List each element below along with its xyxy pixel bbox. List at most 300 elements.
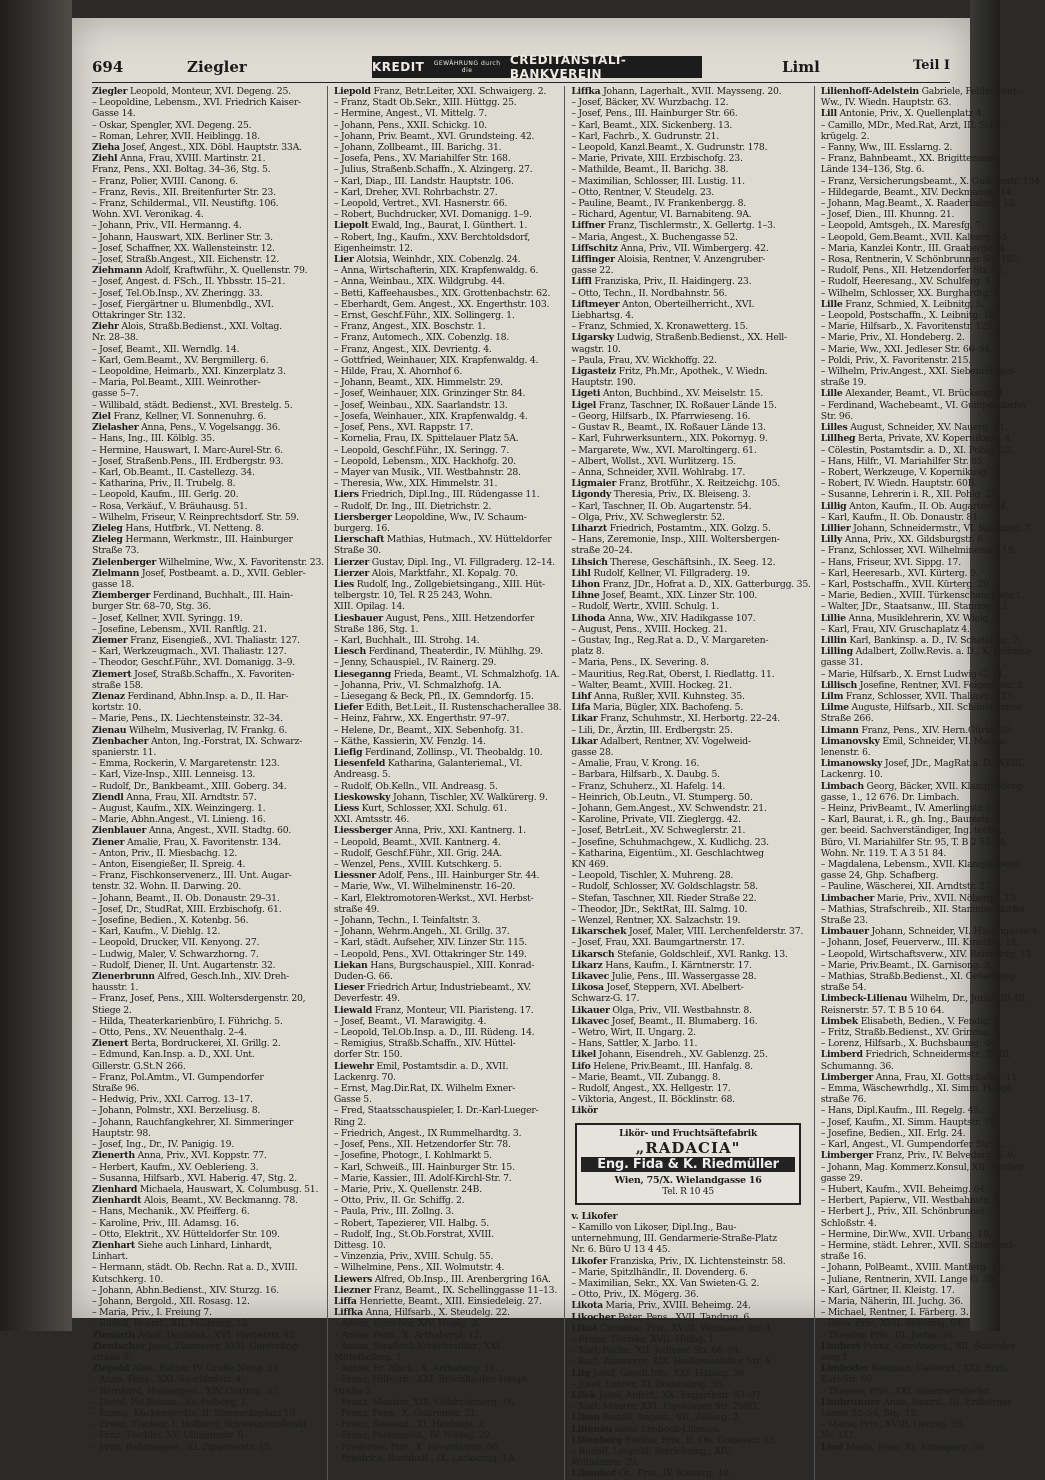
entry-details: – Karl, Fuhrwerksuntern., XIX. Pokornyg. 9. <box>571 433 768 445</box>
entry-details: – Marie, Priv.Beamt., IX. Garnisong. 3. <box>820 959 993 971</box>
directory-entry <box>571 758 810 769</box>
directory-entry <box>571 1334 810 1345</box>
directory-entry <box>92 1038 324 1049</box>
entry-surname: Lihne <box>571 590 600 602</box>
directory-entry <box>821 1206 1043 1217</box>
directory-entry <box>92 512 324 523</box>
directory-entry <box>334 120 562 131</box>
directory-entry <box>821 725 1043 736</box>
entry-details: Michaela, Hauswart, X. Columbusg. 51. <box>137 1183 319 1195</box>
entry-details: straße 19. <box>820 377 867 389</box>
directory-entry <box>92 1094 324 1105</box>
entry-details: – Ernst, Mag.Dir.Rat, IX. Wilhelm Exner- <box>333 1083 516 1095</box>
advert-banner <box>372 53 702 81</box>
entry-details: – Albert, Wollst., XVI. Wurlitzerg. 15. <box>571 455 736 467</box>
directory-entry <box>334 142 562 153</box>
entry-details: – Franz, Fischkonservenerz., III. Unt. Augar- <box>92 870 292 882</box>
directory-entry <box>92 388 324 399</box>
directory-entry <box>571 377 810 388</box>
entry-surname: Lilienhof <box>571 1468 616 1480</box>
directory-entry <box>334 310 562 321</box>
entry-details: – Karl, Heeresarb., XVI. Kürterg. 9. <box>820 567 979 579</box>
entry-details: – Johann, Beamt., II. Ob. Donaustr. 29–31. <box>92 892 280 904</box>
entry-details: Theresia, Priv., IX. Bleiseng. 3. <box>611 489 751 501</box>
directory-entry <box>92 1072 324 1083</box>
directory-entry <box>92 187 324 198</box>
entry-surname: Ligmaier <box>571 478 617 490</box>
directory-entry <box>821 1285 1043 1296</box>
entry-details: – Hermine, Angest., VI. Mittelg. 7. <box>333 108 487 120</box>
entry-details: Franz, Tischlermstr., X. Gellertg. 1–3. <box>605 220 776 232</box>
directory-entry <box>821 489 1043 500</box>
entry-details: – Karl, Elektromotoren-Werkst., XVI. Herbst- <box>333 892 534 904</box>
entry-details: – Leopold, Kanzl.Beamt., X. Gudrunstr. 178. <box>571 142 768 154</box>
directory-entry <box>334 792 562 803</box>
directory-entry <box>92 1184 324 1195</box>
entry-details: Lackenrg. 10. <box>820 769 883 781</box>
entry-surname: Ziehmann <box>92 265 143 277</box>
entry-surname: Liepolt <box>333 220 369 232</box>
directory-entry <box>571 164 810 175</box>
entry-details: Gustav, Dipl. Ing., VI. Fillgraderg. 12–14. <box>369 556 555 568</box>
entry-details: Friedrich, Schneidermstr., XVIII. <box>862 1049 1012 1061</box>
entry-details: – Johann, Priv. Beamt., XVI. Grundsteing. 42. <box>333 130 535 142</box>
directory-entry <box>334 97 562 108</box>
entry-details: – Leopold, Beamt., XVII. Kantnerg. 4. <box>333 836 501 848</box>
directory-entry <box>571 153 810 164</box>
directory-entry <box>821 254 1043 265</box>
entry-details: Anna, Frau, XI. Gottschalkg. 11. <box>873 1071 1020 1083</box>
entry-details: – Wetro, Wirt, II. Ungarg. 2. <box>571 1027 696 1039</box>
entry-details: Nr. 28–38. <box>92 332 139 344</box>
entry-details: – Leopold, Vertret., XVI. Hasnerstr. 66. <box>333 198 508 210</box>
entry-details: – Poldi, Priv., X. Favoritenstr. 215. <box>820 354 971 366</box>
directory-entry <box>571 1083 810 1094</box>
entry-details: – Leopold, Gem.Beamt., XVII. Kalvarg. 53. <box>820 231 1010 243</box>
directory-entry <box>334 691 562 702</box>
entry-details: – Marie, Hilfsarb., X. Ernst Ludwig-G. 11. <box>820 668 1006 680</box>
directory-entry <box>821 1307 1043 1318</box>
entry-details: – Karl, Buchhalt., III. Strohg. 14. <box>333 634 480 646</box>
directory-entry <box>92 332 324 343</box>
directory-entry <box>92 209 324 220</box>
entry-details: Christine, Priv., XVIII. Weimarer Str. 4. <box>597 1322 774 1334</box>
directory-entry <box>92 792 324 803</box>
directory-entry <box>821 1218 1043 1229</box>
directory-entry <box>571 120 810 131</box>
directory-entry <box>334 254 562 265</box>
entry-details: – Fritz, Straßb.Bedienst., XV. Grimmg. 5. <box>820 1027 1003 1039</box>
directory-entry <box>821 893 1043 904</box>
entry-details: – Josef, Ing., Dr., IV. Panigig. 19. <box>92 1139 235 1151</box>
entry-details: – Rudolf, Wertr., XVIII. Schulg. 1. <box>571 601 719 613</box>
directory-entry <box>821 1139 1043 1150</box>
directory-entry <box>821 1296 1043 1307</box>
directory-entry <box>334 1072 562 1083</box>
entry-details: – Josef, Fiergärtner u. Blumenbdlg., XVI. <box>92 298 274 310</box>
directory-entry <box>334 366 562 377</box>
entry-details: – August, Pens., XVIII. Hockeg. 21. <box>571 623 728 635</box>
entry-details: Adolf, Pens., III. Hainburger Str. 44. <box>375 870 540 882</box>
header-rule <box>92 82 950 83</box>
directory-entry <box>571 1005 810 1016</box>
entry-surname: Liekan <box>333 959 368 971</box>
running-head-left: Ziegler <box>187 58 247 76</box>
entry-details: Nr. 111. <box>820 1430 857 1442</box>
directory-entry <box>334 1240 562 1251</box>
directory-entry <box>334 187 562 198</box>
entry-details: – Franz, Stadt Ob.Sekr., XIII. Hüttgg. 25. <box>333 97 517 109</box>
directory-entry <box>92 1083 324 1094</box>
entry-surname: Liersberger <box>333 511 392 523</box>
entry-details: gasse 22. <box>571 265 614 277</box>
directory-entry <box>821 1005 1043 1016</box>
entry-details: – Rudolf, Geschf.Führ., XII. Grig. 24A. <box>333 847 502 859</box>
column-2 <box>334 86 566 1480</box>
entry-details: – Leopoldine, Heimarb., XXI. Kinzerplatz 3. <box>92 366 286 378</box>
directory-entry <box>821 1083 1043 1094</box>
entry-details: – Herbert, Kaufm., XV. Oeblerieng. 3. <box>92 1161 259 1173</box>
entry-details: – Johann, Mag. Kommerz.Konsul, XII. Rucker- <box>820 1161 1026 1173</box>
directory-entry <box>334 1061 562 1072</box>
directory-entry <box>571 433 810 444</box>
directory-entry <box>334 713 562 724</box>
directory-entry <box>334 803 562 814</box>
directory-entry <box>571 243 810 254</box>
entry-surname: Likar <box>571 735 598 747</box>
directory-entry <box>92 680 324 691</box>
entry-details: Alois, Straßb.Bedienst., XXI. Voltag. <box>118 321 282 333</box>
directory-entry <box>334 209 562 220</box>
entry-details: – Edmund, Kan.Insp. a. D., XXI. Unt. <box>92 1049 255 1061</box>
directory-entry <box>571 1105 810 1116</box>
entry-details: Deverfestr. 49. <box>333 993 400 1005</box>
entry-surname: Ziemberger <box>92 590 151 602</box>
entry-details: Alfred, Ob.Insp., III. Arenbergring 16A. <box>372 1273 551 1285</box>
entry-details: – Anton, Pens., X. Arthaberpl. 12. <box>333 1329 483 1341</box>
entry-details: – Leopoldine, Lebensm., XVI. Friedrich Kaiser- <box>92 97 301 109</box>
entry-surname: Zienaz <box>92 690 125 702</box>
entry-details: – David, Pol.Beamt., XV. Felberg. 1. <box>92 1396 250 1408</box>
entry-details: – Josef, Dien., III. Khunng. 21. <box>820 209 955 221</box>
directory-entry <box>571 590 810 601</box>
directory-entry <box>821 299 1043 310</box>
entry-details: – Heinz, PrivBeamt., IV. Amerlingstr. 17. <box>820 803 1001 814</box>
entry-details: – Karl, städt. Aufseher, XIV. Linzer Str. 115. <box>333 937 527 949</box>
entry-details: – Franz, Reisend., XI. Hebbelpl. 2. <box>333 1419 487 1431</box>
entry-details: spanierstr. 11. <box>92 746 157 758</box>
entry-surname: Limbeck-Lilienau <box>820 993 908 1005</box>
directory-entry <box>334 467 562 478</box>
directory-entry <box>92 1027 324 1038</box>
entry-details: – Lorenz, Hilfsarb., X. Buchsbaumg. 44. <box>820 1038 999 1050</box>
entry-details: Rudolf, Kellner, VI. Fillgraderg. 19. <box>590 567 750 579</box>
directory-entry <box>571 478 810 489</box>
advert-brand: „RADACIA" <box>635 1138 741 1157</box>
entry-surname: Liffner <box>571 220 606 232</box>
entry-details: – Franz, Postangest., IV. Wielsg. 29. <box>333 1430 493 1442</box>
directory-entry <box>334 523 562 534</box>
entry-surname: Likarsch <box>571 948 615 960</box>
directory-entry <box>821 825 1043 836</box>
directory-entry <box>334 1307 562 1318</box>
directory-entry <box>571 837 810 848</box>
entry-details: – Leopold, Amtsgeh., IX. Maresfg. 7. <box>820 220 984 232</box>
directory-entry <box>571 960 810 971</box>
directory-entry <box>571 1244 810 1255</box>
entry-details: Ww., IV. Wiedn. Hauptstr. 63. <box>820 97 952 109</box>
entry-details: – Josef, Bäcker, XV. Wurzbachg. 12. <box>571 97 729 109</box>
directory-entry <box>821 781 1043 792</box>
entry-details: – Robert, Buchdrucker, XVI. Domanigg. 1–9. <box>333 209 532 221</box>
entry-surname: Liewehr <box>333 1060 374 1072</box>
entry-surname: Lifo <box>571 1060 591 1072</box>
directory-entry <box>821 187 1043 198</box>
directory-entry <box>571 713 810 724</box>
directory-entry <box>92 993 324 1004</box>
directory-entry <box>571 299 810 310</box>
entry-surname: Lilg <box>571 1367 591 1379</box>
entry-details: Josefine, Rentner, XVI. Feigerlestr. 3. <box>857 679 1025 691</box>
entry-details: Ferdinand, Buchhalt., III. Hain- <box>150 590 293 602</box>
directory-entry <box>92 220 324 231</box>
directory-entry <box>821 747 1043 758</box>
entry-details: Ot., Priv., IV. Rainerg. 18. <box>615 1468 732 1480</box>
directory-entry <box>571 568 810 579</box>
directory-entry <box>334 669 562 680</box>
entry-details: – Robert, Ing., Kaufm., XXV. Berchtoldsdorf, <box>333 231 530 243</box>
entry-details: XIII. Opilag. 14. <box>333 601 405 613</box>
directory-entry <box>821 321 1043 332</box>
entry-details: – Josefine, Schuhmachgew., X. Kudlichg. 23. <box>571 836 769 848</box>
directory-entry <box>821 1352 1043 1363</box>
directory-entry <box>821 1240 1043 1251</box>
entry-details: Anna, Frau, XVIII. Martinstr. 21. <box>117 153 266 165</box>
entry-surname: Lieseganng <box>333 668 391 680</box>
directory-entry <box>92 1262 324 1273</box>
directory-entry <box>92 747 324 758</box>
entry-details: – Anna, Pens., XXI. Saarlandstr. 4. <box>92 1374 244 1386</box>
entry-details: – Franz, Tischler, XVII. Halbg. 1. <box>571 1333 717 1345</box>
entry-details: Franz, Monteur, VII. Piaristeng. 17. <box>372 1004 534 1016</box>
entry-details: straße 76. <box>820 1094 867 1106</box>
directory-entry <box>92 1005 324 1016</box>
directory-entry <box>92 1341 324 1352</box>
directory-entry <box>821 1061 1043 1072</box>
directory-entry <box>334 1094 562 1105</box>
entry-details: Franziska, Priv., IX. Lichtensteinstr. 58. <box>607 1255 786 1267</box>
entry-details: – Josef, Kellner, XVII. Syringg. 19. <box>92 612 243 624</box>
entry-details: Franz, Eisengieß., XVI. Thaliastr. 127. <box>127 634 300 646</box>
entry-details: – Otto, Pens., XV. Neuenthalg. 2–4. <box>92 1027 247 1039</box>
directory-entry <box>92 1330 324 1341</box>
entry-details: Anna, Frau, XII. Arndtstr. 57. <box>123 791 257 803</box>
entry-details: Marie, Priv., XVII. Nöbergg. 13. <box>874 892 1019 904</box>
directory-entry <box>571 680 810 691</box>
volume-part: Teil I <box>913 58 950 73</box>
directory-entry <box>334 1139 562 1150</box>
directory-entry <box>92 377 324 388</box>
directory-entry <box>571 131 810 142</box>
entry-details: Henriette, Beamt., XIII. Einsiedeleig. 27. <box>356 1295 542 1307</box>
directory-entry <box>821 1105 1043 1116</box>
entry-details: – Josef, Beamt., VI. Marawigitg. 4. <box>333 1015 487 1027</box>
entry-surname: Zienerth <box>92 1150 135 1162</box>
directory-entry <box>334 1229 562 1240</box>
entry-details: Franz, Schuhmstr., XI. Herbortg. 22–24. <box>597 713 780 725</box>
directory-entry <box>334 1117 562 1128</box>
directory-entry <box>821 501 1043 512</box>
entry-details: – Josef, Frau, XXI. Baumgartnerstr. 17. <box>571 937 745 949</box>
directory-entry <box>92 489 324 500</box>
entry-details: Johann, Schneider, VI. Haydngasse 4. <box>868 926 1040 938</box>
directory-entry <box>334 960 562 971</box>
directory-entry <box>334 288 562 299</box>
directory-entry <box>821 949 1043 960</box>
entry-details: – Helene, Dr., Beamt., XIX. Sebenhofg. 31. <box>333 724 524 736</box>
entry-surname: Lifa <box>571 702 591 714</box>
column-1 <box>92 86 328 1480</box>
entry-details: – August, Kaufm., XIX. Weinzingerg. 1. <box>92 803 266 814</box>
entry-details: Ludwig, Straßenb.Bedienst., XX. Hell- <box>613 332 787 344</box>
directory-entry <box>334 86 562 97</box>
entry-details: – Karl, Postschaffn., XVII. Kürterg. 29. <box>820 578 992 590</box>
directory-entry <box>334 1105 562 1116</box>
entry-details: – Marie, Kassier., III. Adolf-Kirchl-Str. 7. <box>333 1172 512 1184</box>
entry-details: – Karl, Fachr., XII. Jedleser Str. 68–94. <box>571 1345 742 1357</box>
directory-entry <box>571 220 810 231</box>
entry-details: unternehmung, III. Gendarmerie-Straße-Platz <box>571 1233 777 1245</box>
entry-details: – Franz, Automech., XIX. Cobenzlg. 18. <box>333 332 510 344</box>
entry-surname: Likosa <box>571 982 604 994</box>
entry-details: – Rosa, Priv., XVII. Beheimg. 64. <box>820 1318 965 1330</box>
directory-entry <box>92 713 324 724</box>
entry-details: – Otto, Priv., II. Gr. Schiffg. 2. <box>333 1195 465 1207</box>
directory-entry <box>821 691 1043 702</box>
entry-details: – Maria, Pens., IX. Severing. 8. <box>571 657 709 669</box>
directory-entry <box>821 108 1043 119</box>
directory-entry <box>334 456 562 467</box>
directory-entry <box>92 321 324 332</box>
entry-details: – Franz, Revis., XII. Breitenfurter Str. 23. <box>92 186 276 198</box>
directory-entry <box>334 1195 562 1206</box>
entry-details: – Hans, Dipl.Kaufm., III. Regelg. 45. <box>820 1105 982 1117</box>
directory-entry <box>92 848 324 859</box>
entry-details: – Josefine, Bedien., XII. Erlg. 24. <box>820 1127 966 1139</box>
entry-surname: Lilek <box>571 1389 597 1401</box>
entry-details: Rudolf, Ing., Zollgebietsingang., XIII. Hüt- <box>354 578 545 590</box>
entry-details: Helene, Priv.Beamt., III. Hanfalg. 8. <box>590 1060 753 1072</box>
entry-surname: Ziendl <box>92 791 124 803</box>
entry-details: – Jenny, Schauspiel., IV. Rainerg. 29. <box>333 657 497 669</box>
entry-details: Wilhelmstr. 29. <box>571 1457 639 1469</box>
directory-entry <box>334 198 562 209</box>
directory-entry <box>571 534 810 545</box>
directory-entry <box>92 1195 324 1206</box>
directory-entry <box>821 993 1043 1004</box>
entry-details: – Johann, Zollbeamt., III. Barichg. 31. <box>333 142 502 154</box>
directory-entry <box>334 1162 562 1173</box>
entry-surname: Limanovsky <box>820 735 880 747</box>
directory-entry <box>821 1397 1043 1408</box>
directory-entry <box>821 332 1043 343</box>
directory-entry <box>571 1412 810 1423</box>
entry-details: Alois, Faktor, IV. Große Neug. 31. <box>129 1363 282 1375</box>
directory-entry <box>334 926 562 937</box>
entry-details: Franz, Kellner, VI. Sonnenuhrg. 6. <box>110 410 267 422</box>
entry-details: Rudolf, Angest., VII. Zoilerg. 2. <box>599 1412 741 1424</box>
entry-details: – Maximilian, Schlosser, III. Lustig. 11. <box>571 175 745 187</box>
entry-details: Hans, Burgschauspiel., XIII. Konrad- <box>367 959 535 971</box>
directory-entry <box>334 601 562 612</box>
entry-details: Elisabeth, Bedien., V. Fendig. 4. <box>858 1015 1003 1027</box>
entry-details: Ferdinand, Zollinsp., VI. Theobaldg. 10. <box>362 746 543 758</box>
entry-details: Josef, Angest., XIX. Döbl. Hauptstr. 33A. <box>119 142 302 154</box>
entry-details: – Theodor, JDr., SektRat, III. Salmg. 10. <box>571 903 748 915</box>
entry-details: Wilhelm, Dr., Jurist, III 40, <box>907 993 1028 1005</box>
entry-surname: Likota <box>571 1300 603 1312</box>
directory-entry <box>92 411 324 422</box>
entry-details: – Stefan, Taschner, XII. Rieder Straße 22. <box>571 892 757 904</box>
entry-details: – Otto, Priv., IX. Mögerg. 36. <box>571 1289 699 1301</box>
entry-details: – Fritz, Tischler, XV. Ullmannstr. 8. <box>92 1430 247 1442</box>
entry-details: gasse 31. <box>820 657 863 669</box>
entry-surname: Ziegler <box>92 86 128 97</box>
entry-details: Koloman, Gastwirt., XXI. Erzh.- <box>868 1363 1012 1375</box>
entry-surname: Lihoda <box>571 612 606 624</box>
entry-surname: Likavec <box>571 1015 610 1027</box>
entry-details: – Leopold, Tischler, X. Muhreng. 28. <box>571 870 734 882</box>
directory-entry <box>334 501 562 512</box>
directory-entry <box>334 590 562 601</box>
entry-details: – Leopold, Geschf.Führ., IX. Seringg. 7. <box>333 444 509 456</box>
entry-details: – Mauritius, Reg.Rat, Oberst, I. Riedlattg. 11. <box>571 668 775 680</box>
entry-details: Mittelhoferg. 1. <box>333 1351 404 1363</box>
directory-entry <box>334 220 562 231</box>
directory-entry <box>334 176 562 187</box>
entry-surname: Zienert <box>92 1038 129 1050</box>
entry-details: Friedrich, Dipl.Ing., III. Rüdengasse 11. <box>358 489 540 501</box>
entry-surname: Likot <box>571 1322 598 1334</box>
entry-details: – Johann, Gem.Angest., XV. Schwendstr. 21. <box>571 803 767 814</box>
directory-entry <box>571 1016 810 1027</box>
entry-details: – Wenzel, Rentner, XX. Salzachstr. 19. <box>571 915 741 927</box>
directory-entry <box>821 803 1043 814</box>
entry-details: Berta, Bordruckerei, XI. Grillg. 2. <box>128 1038 281 1050</box>
entry-details: Ferdinand, Theaterdir., IV. Mühlhg. 29. <box>365 646 544 658</box>
directory-entry <box>92 915 324 926</box>
directory-entry <box>92 1251 324 1262</box>
directory-entry <box>821 859 1043 870</box>
entry-details: Anna, Priv., VII. Wimbergerg. 42. <box>617 242 769 254</box>
directory-entry <box>571 1300 810 1311</box>
entry-details: Maria, Priv., XVIII. Beheimg. 24. <box>602 1300 751 1312</box>
directory-entry <box>334 1285 562 1296</box>
directory-entry <box>92 164 324 175</box>
entry-details: Franz, Schlosser, XVII. Thaliastr. 127. <box>843 690 1015 702</box>
entry-details: Hans, Kaufm., I. Kärntnerstr. 17. <box>602 959 752 971</box>
entry-surname: Likarz <box>571 959 603 971</box>
directory-entry <box>92 1397 324 1408</box>
directory-entry <box>92 1016 324 1027</box>
entry-surname: Lillig <box>820 500 847 512</box>
entry-details: Str. 96. <box>820 410 853 422</box>
directory-entry <box>92 825 324 836</box>
directory-entry <box>821 344 1043 355</box>
directory-entry <box>92 120 324 131</box>
directory-entry <box>92 299 324 310</box>
entry-details: – Anton, Priv., II. Miesbachg. 12. <box>92 847 238 859</box>
